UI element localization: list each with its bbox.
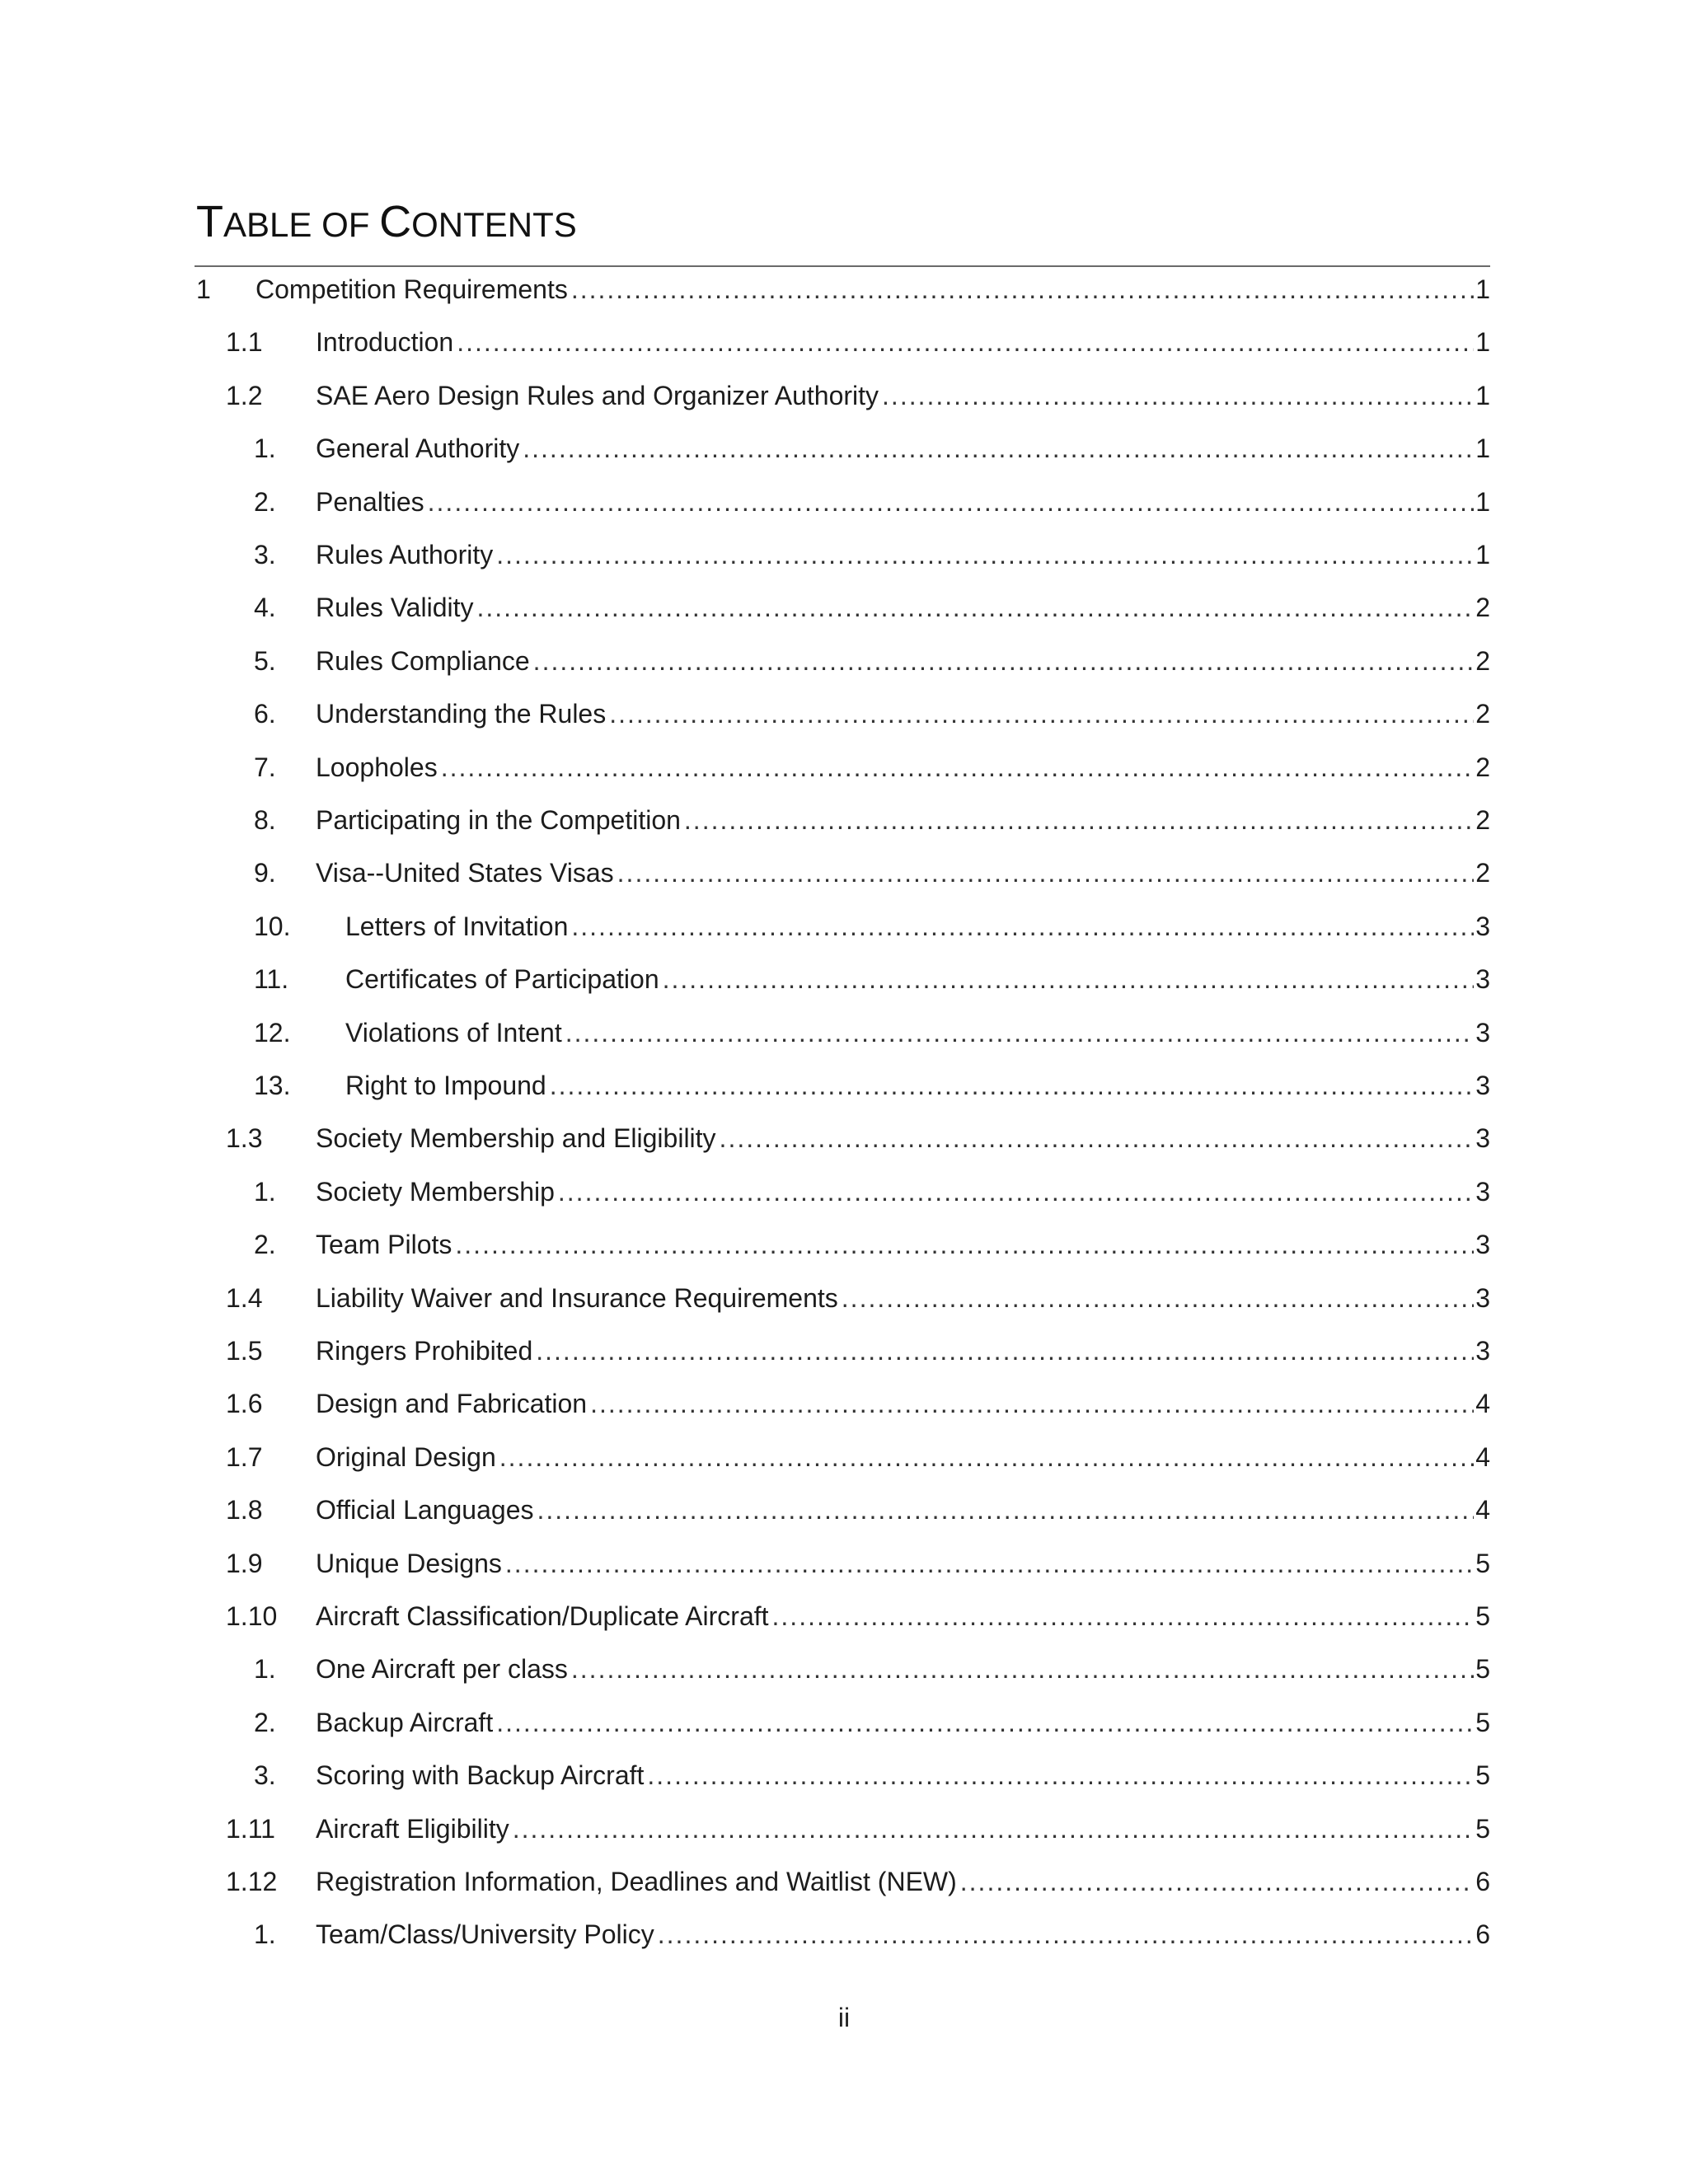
toc-entry-title: Society Membership: [316, 1176, 555, 1207]
toc-entry-page: 2: [1475, 699, 1490, 729]
toc-dot-leader: [565, 1012, 1475, 1053]
toc-entry-page: 2: [1475, 805, 1490, 835]
toc-entry[interactable]: [0, 534, 1688, 575]
toc-dot-leader: [513, 1808, 1474, 1849]
toc-entry-page: 2: [1475, 593, 1490, 623]
toc-entry-page: 3: [1475, 1282, 1490, 1313]
toc-entry-title: Letters of Invitation: [345, 911, 569, 941]
toc-dot-leader: [523, 428, 1474, 469]
toc-entry-page: 2: [1475, 858, 1490, 888]
toc-entry-title: Scoring with Backup Aircraft: [316, 1760, 645, 1791]
toc-heading-cap-t: T: [196, 197, 223, 246]
toc-dot-leader: [496, 1702, 1474, 1743]
toc-entry-line: [316, 1808, 1490, 1849]
toc-entry-page: 5: [1475, 1548, 1490, 1578]
toc-entry-number: 1.: [254, 434, 276, 464]
toc-entry-title: Rules Authority: [316, 540, 494, 569]
toc-dot-leader: [772, 1596, 1475, 1637]
toc-entry[interactable]: [0, 1489, 1688, 1530]
toc-dot-leader: [476, 587, 1474, 628]
toc-entry[interactable]: [0, 1543, 1688, 1584]
toc-entry[interactable]: [0, 747, 1688, 788]
toc-entry-number: 1.6: [226, 1389, 263, 1419]
toc-entry[interactable]: [0, 269, 1688, 310]
toc-entry-title: Society Membership and Eligibility: [316, 1123, 716, 1154]
toc-entry-title: Violations of Intent: [345, 1017, 562, 1047]
toc-entry-page: 2: [1475, 645, 1490, 676]
toc-entry-line: [316, 1118, 1490, 1159]
toc-entry[interactable]: [0, 1596, 1688, 1637]
toc-entry-title: Ringers Prohibited: [316, 1336, 533, 1366]
toc-entry[interactable]: [0, 321, 1688, 363]
toc-entry[interactable]: [0, 693, 1688, 734]
toc-entry-number: 1.9: [226, 1548, 263, 1578]
toc-entry-line: [316, 587, 1490, 628]
toc-entry[interactable]: [0, 1914, 1688, 1955]
toc-entry-line: [316, 1277, 1490, 1319]
toc-entry-title: Rules Validity: [316, 593, 474, 623]
toc-entry-title: Aircraft Eligibility: [316, 1813, 509, 1844]
toc-entry-line: [316, 1755, 1490, 1796]
toc-entry-number: 2.: [254, 1230, 276, 1260]
toc-entry-title: Liability Waiver and Insurance Requirements: [316, 1282, 838, 1313]
toc-entry-page: 3: [1475, 1123, 1490, 1154]
toc-heading: [196, 199, 577, 244]
toc-entry[interactable]: [0, 852, 1688, 893]
toc-entry-page: 5: [1475, 1601, 1490, 1631]
toc-entry-line: [316, 1489, 1490, 1530]
toc-entry-line: [316, 1383, 1490, 1424]
toc-dot-leader: [571, 906, 1474, 947]
toc-entry-number: 1.11: [226, 1813, 275, 1844]
toc-dot-leader: [536, 1330, 1474, 1371]
toc-entry-page: 6: [1475, 1919, 1490, 1950]
toc-entry-title: Unique Designs: [316, 1548, 502, 1578]
toc-entry-number: 2.: [254, 1707, 276, 1737]
toc-entry-line: [316, 1914, 1490, 1955]
toc-entry-page: 5: [1475, 1707, 1490, 1737]
toc-entry-number: 11.: [254, 964, 289, 995]
toc-entry-title: Right to Impound: [345, 1071, 546, 1100]
toc-entry-title: Loopholes: [316, 752, 438, 782]
toc-dot-leader: [609, 693, 1474, 734]
toc-entry-number: 1.: [254, 1919, 276, 1950]
toc-entry-page: 3: [1475, 911, 1490, 941]
toc-entry-number: 2.: [254, 486, 276, 517]
toc-entry-page: 5: [1475, 1654, 1490, 1685]
toc-entry-title: Competition Requirements: [256, 274, 568, 304]
toc-entry-title: Team/Class/University Policy: [316, 1919, 654, 1950]
toc-entry[interactable]: [0, 958, 1688, 1000]
toc-entry[interactable]: [0, 1277, 1688, 1319]
toc-entry-page: 4: [1475, 1441, 1490, 1472]
toc-entry-page: 3: [1475, 1336, 1490, 1366]
toc-entry-line: [316, 428, 1490, 469]
toc-entry-number: 1.1: [226, 327, 263, 358]
toc-entry-number: 7.: [254, 752, 276, 782]
toc-entry[interactable]: [0, 1755, 1688, 1796]
toc-entry-title: Registration Information, Deadlines and Waitlist (NEW): [316, 1867, 957, 1896]
toc-entry-title: Team Pilots: [316, 1230, 452, 1260]
toc-entry-line: [345, 1065, 1490, 1106]
toc-entry-number: 12.: [254, 1017, 291, 1047]
toc-entry-line: [316, 375, 1490, 416]
toc-dot-leader: [499, 1436, 1474, 1478]
toc-entry[interactable]: [0, 1012, 1688, 1053]
toc-entry-page: 3: [1475, 964, 1490, 995]
toc-entry-page: 4: [1475, 1389, 1490, 1419]
toc-entry-number: 3.: [254, 1760, 276, 1791]
toc-entry-number: 1.: [254, 1176, 276, 1207]
toc-entry-line: [316, 321, 1490, 363]
toc-entry-page: 4: [1475, 1495, 1490, 1526]
toc-entry-title: Understanding the Rules: [316, 699, 607, 729]
toc-dot-leader: [663, 958, 1475, 1000]
toc-entry-line: [316, 1543, 1490, 1584]
toc-entry-page: 5: [1475, 1813, 1490, 1844]
toc-dot-leader: [558, 1171, 1474, 1212]
toc-entry-page: 3: [1475, 1230, 1490, 1260]
toc-entry[interactable]: [0, 1383, 1688, 1424]
toc-entry-line: [316, 1330, 1490, 1371]
toc-entry-line: [316, 534, 1490, 575]
toc-dot-leader: [496, 534, 1474, 575]
toc-entry-line: [316, 1224, 1490, 1265]
toc-entry-page: 1: [1475, 274, 1490, 304]
toc-entry-number: 9.: [254, 858, 276, 888]
toc-dot-leader: [428, 481, 1475, 523]
toc-entry-title: Visa--United States Visas: [316, 858, 614, 888]
toc-entry-line: [316, 1436, 1490, 1478]
toc-entry[interactable]: [0, 1171, 1688, 1212]
toc-dot-leader: [455, 1224, 1474, 1265]
toc-entry-page: 6: [1475, 1867, 1490, 1896]
toc-dot-leader: [617, 852, 1475, 893]
toc-entry-number: 1.2: [226, 380, 263, 410]
toc-entry[interactable]: [0, 1065, 1688, 1106]
toc-entry-number: 1: [196, 274, 211, 304]
toc-heading-cap-c: C: [379, 197, 412, 246]
toc-dot-leader: [533, 640, 1475, 682]
toc-dot-leader: [457, 321, 1474, 363]
toc-entry-page: 1: [1475, 434, 1490, 464]
toc-entry-number: 1.8: [226, 1495, 263, 1526]
toc-entry-number: 5.: [254, 645, 276, 676]
toc-entry-line: [316, 1171, 1490, 1212]
heading-divider: [195, 265, 1490, 267]
toc-entry-number: 6.: [254, 699, 276, 729]
toc-heading-part-one: ABLE OF: [223, 205, 380, 244]
toc-dot-leader: [960, 1861, 1474, 1902]
toc-entry[interactable]: [0, 906, 1688, 947]
toc-dot-leader: [441, 747, 1475, 788]
toc-entry-page: 1: [1475, 380, 1490, 410]
toc-entry-number: 1.4: [226, 1282, 263, 1313]
toc-entry-title: Design and Fabrication: [316, 1389, 588, 1419]
toc-entry[interactable]: [0, 1118, 1688, 1159]
toc-entry-page: 3: [1475, 1017, 1490, 1047]
toc-entry-title: Introduction: [316, 327, 454, 358]
toc-entry-title: Rules Compliance: [316, 645, 530, 676]
toc-entry-line: [316, 1648, 1490, 1690]
toc-entry-line: [316, 852, 1490, 893]
toc-dot-leader: [537, 1489, 1474, 1530]
toc-entry[interactable]: [0, 587, 1688, 628]
toc-entry-number: 1.7: [226, 1441, 263, 1472]
toc-entry-number: 3.: [254, 540, 276, 569]
toc-entry-line: [316, 1596, 1490, 1637]
toc-entry-page: 1: [1475, 540, 1490, 569]
toc-dot-leader: [590, 1383, 1474, 1424]
toc-dot-leader: [571, 1648, 1474, 1690]
toc-entry[interactable]: [0, 799, 1688, 841]
toc-entry-line: [316, 1861, 1490, 1902]
toc-entry-line: [345, 906, 1490, 947]
toc-entry-number: 1.10: [226, 1601, 278, 1631]
toc-dot-leader: [882, 375, 1474, 416]
toc-entry-title: General Authority: [316, 434, 520, 464]
toc-entry[interactable]: [0, 1808, 1688, 1849]
toc-heading-part-two: ONTENTS: [411, 205, 577, 244]
toc-entry[interactable]: [0, 428, 1688, 469]
toc-entry-title: Aircraft Classification/Duplicate Aircraft: [316, 1601, 769, 1631]
toc-entry-line: [316, 747, 1490, 788]
toc-entry-number: 1.12: [226, 1867, 278, 1896]
toc-entry-page: 2: [1475, 752, 1490, 782]
toc-dot-leader: [647, 1755, 1474, 1796]
toc-entry-number: 1.3: [226, 1123, 263, 1154]
toc-entry-title: SAE Aero Design Rules and Organizer Authority: [316, 380, 879, 410]
toc-entry-number: 13.: [254, 1071, 291, 1100]
footer-page-number: ii: [837, 2003, 851, 2032]
toc-entry-line: [316, 799, 1490, 841]
toc-entry-number: 1.: [254, 1654, 276, 1685]
toc-entry-line: [256, 269, 1490, 310]
toc-dot-leader: [505, 1543, 1474, 1584]
toc-dot-leader: [684, 799, 1474, 841]
toc-entry[interactable]: [0, 640, 1688, 682]
toc-entry-number: 4.: [254, 593, 276, 623]
toc-entry-title: Penalties: [316, 486, 424, 517]
toc-entry-line: [345, 958, 1490, 1000]
toc-entry-number: 10.: [254, 911, 291, 941]
toc-entry-title: Participating in the Competition: [316, 805, 681, 835]
toc-entry[interactable]: [0, 1648, 1688, 1690]
toc-dot-leader: [658, 1914, 1474, 1955]
toc-entry-title: Backup Aircraft: [316, 1707, 494, 1737]
toc-entry-line: [316, 640, 1490, 682]
toc-entry-title: Official Languages: [316, 1495, 534, 1526]
toc-entry[interactable]: [0, 1224, 1688, 1265]
toc-entry-line: [316, 1702, 1490, 1743]
toc-dot-leader: [720, 1118, 1475, 1159]
toc-dot-leader: [550, 1065, 1475, 1106]
toc-dot-leader: [571, 269, 1474, 310]
toc-entry[interactable]: [0, 1702, 1688, 1743]
toc-entry-line: [345, 1012, 1490, 1053]
toc-dot-leader: [842, 1277, 1474, 1319]
toc-entry-line: [316, 481, 1490, 523]
toc-entry[interactable]: [0, 1330, 1688, 1371]
toc-entry-title: Original Design: [316, 1441, 496, 1472]
toc-entry[interactable]: [0, 481, 1688, 523]
toc-entry-number: 8.: [254, 805, 276, 835]
toc-entry-page: 1: [1475, 486, 1490, 517]
toc-entry[interactable]: [0, 375, 1688, 416]
toc-entry[interactable]: [0, 1436, 1688, 1478]
toc-entry-page: 3: [1475, 1071, 1490, 1100]
toc-entry[interactable]: [0, 1861, 1688, 1902]
toc-entry-page: 1: [1475, 327, 1490, 358]
toc-entry-page: 3: [1475, 1176, 1490, 1207]
toc-entry-line: [316, 693, 1490, 734]
toc-entry-page: 5: [1475, 1760, 1490, 1791]
toc-entry-title: One Aircraft per class: [316, 1654, 568, 1685]
toc-entry-title: Certificates of Participation: [345, 964, 659, 995]
toc-entry-number: 1.5: [226, 1336, 263, 1366]
